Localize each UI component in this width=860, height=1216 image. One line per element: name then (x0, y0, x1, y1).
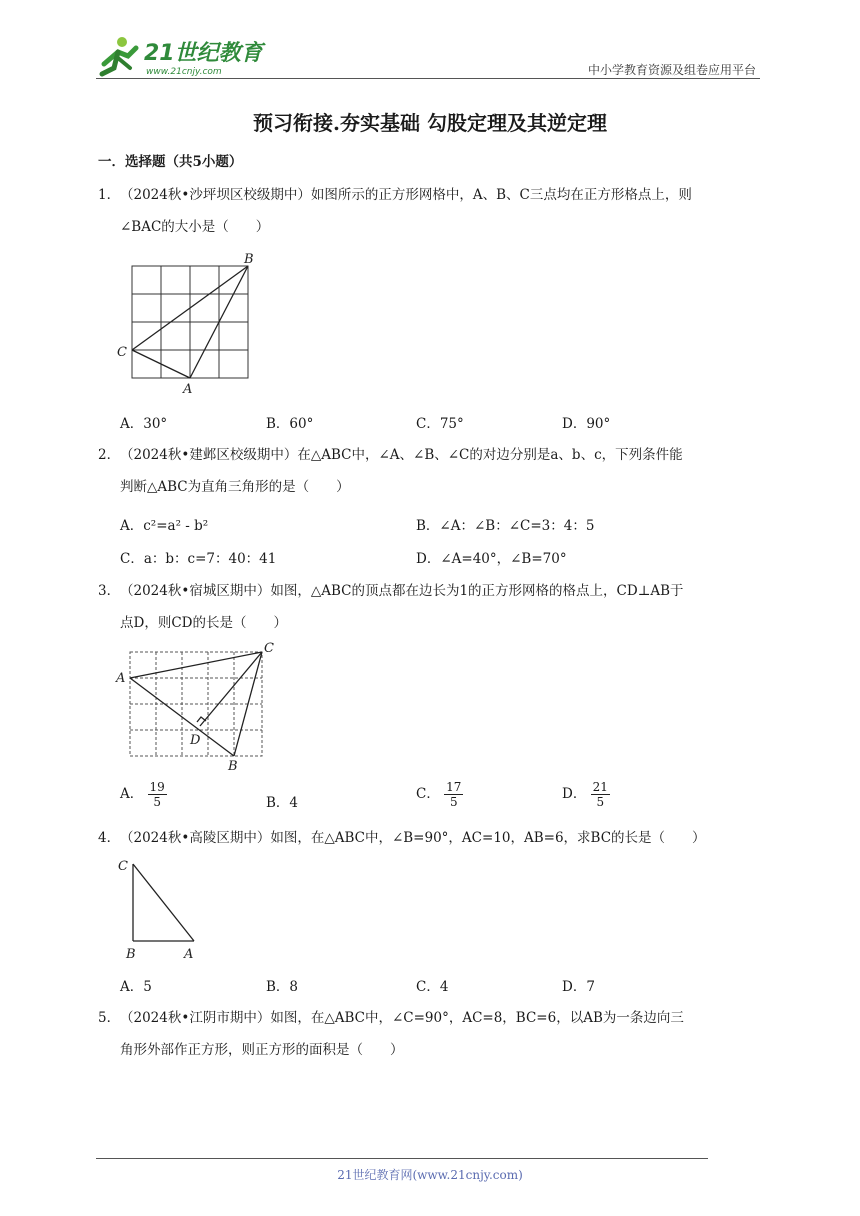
fraction-denominator: 5 (153, 795, 161, 809)
label-a: A (184, 947, 194, 962)
site-logo (96, 34, 266, 80)
question-3-line2: 点D，则CD的长是（ ） (120, 615, 287, 631)
q3-option-c-letter: C． (416, 786, 440, 802)
right-triangle (133, 864, 194, 941)
q3-option-b[interactable]: B．4 (266, 795, 299, 811)
q2-option-d[interactable]: D．∠A=40°，∠B=70° (416, 551, 567, 567)
grid-lines (132, 266, 248, 378)
q1-option-c[interactable]: C．75° (416, 416, 464, 432)
label-a: A (183, 382, 193, 397)
q4-option-b[interactable]: B．8 (266, 979, 299, 995)
label-b: B (244, 252, 254, 267)
question-4-figure (112, 852, 212, 968)
label-a: A (116, 671, 126, 686)
q3-option-c[interactable] (416, 780, 463, 809)
question-3-figure (112, 638, 282, 778)
question-2-number: 2． (98, 447, 121, 463)
fraction-numerator: 17 (446, 780, 462, 794)
fraction-denominator: 5 (449, 795, 458, 809)
question-3-number: 3． (98, 583, 121, 599)
label-c: C (264, 641, 274, 656)
question-2-line2: 判断△ABC为直角三角形的是（ ） (120, 479, 350, 495)
q3-option-a[interactable] (120, 780, 167, 809)
page-title: 预习衔接.夯实基础 勾股定理及其逆定理 (253, 111, 607, 135)
label-c: C (118, 859, 128, 874)
q1-option-d[interactable]: D．90° (562, 416, 611, 432)
q3-option-a-letter: A． (120, 786, 144, 802)
fraction-numerator: 19 (149, 780, 165, 794)
label-d: D (190, 733, 201, 748)
question-2-line1: （2024秋•建邺区校级期中）在△ABC中，∠A、∠B、∠C的对边分别是a、b、c，下列条件能 (120, 447, 683, 463)
q1-option-a[interactable]: A．30° (120, 416, 168, 432)
question-4-line1: （2024秋•高陵区期中）如图，在△ABC中，∠B=90°，AC=10，AB=6，求BC的长是（ ） (120, 830, 706, 846)
q3-option-c-fraction (444, 780, 463, 809)
question-1-line2: ∠BAC的大小是（ ） (120, 219, 270, 235)
fraction-denominator: 5 (596, 795, 605, 809)
runner-logo-icon (96, 34, 266, 80)
question-5-line1: （2024秋•江阴市期中）如图，在△ABC中，∠C=90°，AC=8，BC=6，以AB为一条边向三 (120, 1010, 684, 1026)
question-5-line2: 角形外部作正方形，则正方形的面积是（ ） (120, 1042, 404, 1058)
logo-text: 21世纪教育 (144, 41, 263, 66)
question-4-number: 4． (98, 830, 121, 846)
header-platform-text: 中小学教育资源及组卷应用平台 (587, 63, 756, 77)
q4-option-a[interactable]: A．5 (120, 979, 152, 995)
section-heading: 一．选择题（共5小题） (98, 154, 243, 170)
fraction-numerator: 21 (592, 780, 608, 794)
question-1-number: 1． (98, 187, 121, 203)
logo-url: www.21cnjy.com (146, 67, 222, 77)
q3-option-a-fraction (148, 780, 167, 809)
q3-option-d-letter: D． (562, 786, 587, 802)
q4-option-c[interactable]: C．4 (416, 979, 449, 995)
footer-link[interactable]: 21世纪教育网(www.21cnjy.com) (337, 1168, 523, 1182)
question-1-line1: （2024秋•沙坪坝区校级期中）如图所示的正方形网格中，A、B、C三点均在正方形格点上，则 (120, 187, 692, 203)
q2-option-c[interactable]: C．a：b：c=7：40：41 (120, 551, 277, 567)
question-5-number: 5． (98, 1010, 121, 1026)
q3-option-d-fraction (591, 780, 610, 809)
header-divider (96, 78, 760, 79)
q4-option-d[interactable]: D．7 (562, 979, 595, 995)
label-c: C (117, 345, 127, 360)
label-b: B (228, 759, 238, 774)
q2-option-b[interactable]: B．∠A：∠B：∠C=3：4：5 (416, 518, 595, 534)
q2-option-a[interactable]: A．c²=a² - b² (120, 518, 209, 534)
label-b: B (126, 947, 136, 962)
q1-option-b[interactable]: B．60° (266, 416, 314, 432)
footer-divider (96, 1158, 708, 1159)
q3-option-d[interactable] (562, 780, 610, 809)
question-1-figure (112, 250, 272, 404)
question-3-line1: （2024秋•宿城区期中）如图，△ABC的顶点都在边长为1的正方形网格的格点上，CD⊥AB于 (120, 583, 684, 599)
